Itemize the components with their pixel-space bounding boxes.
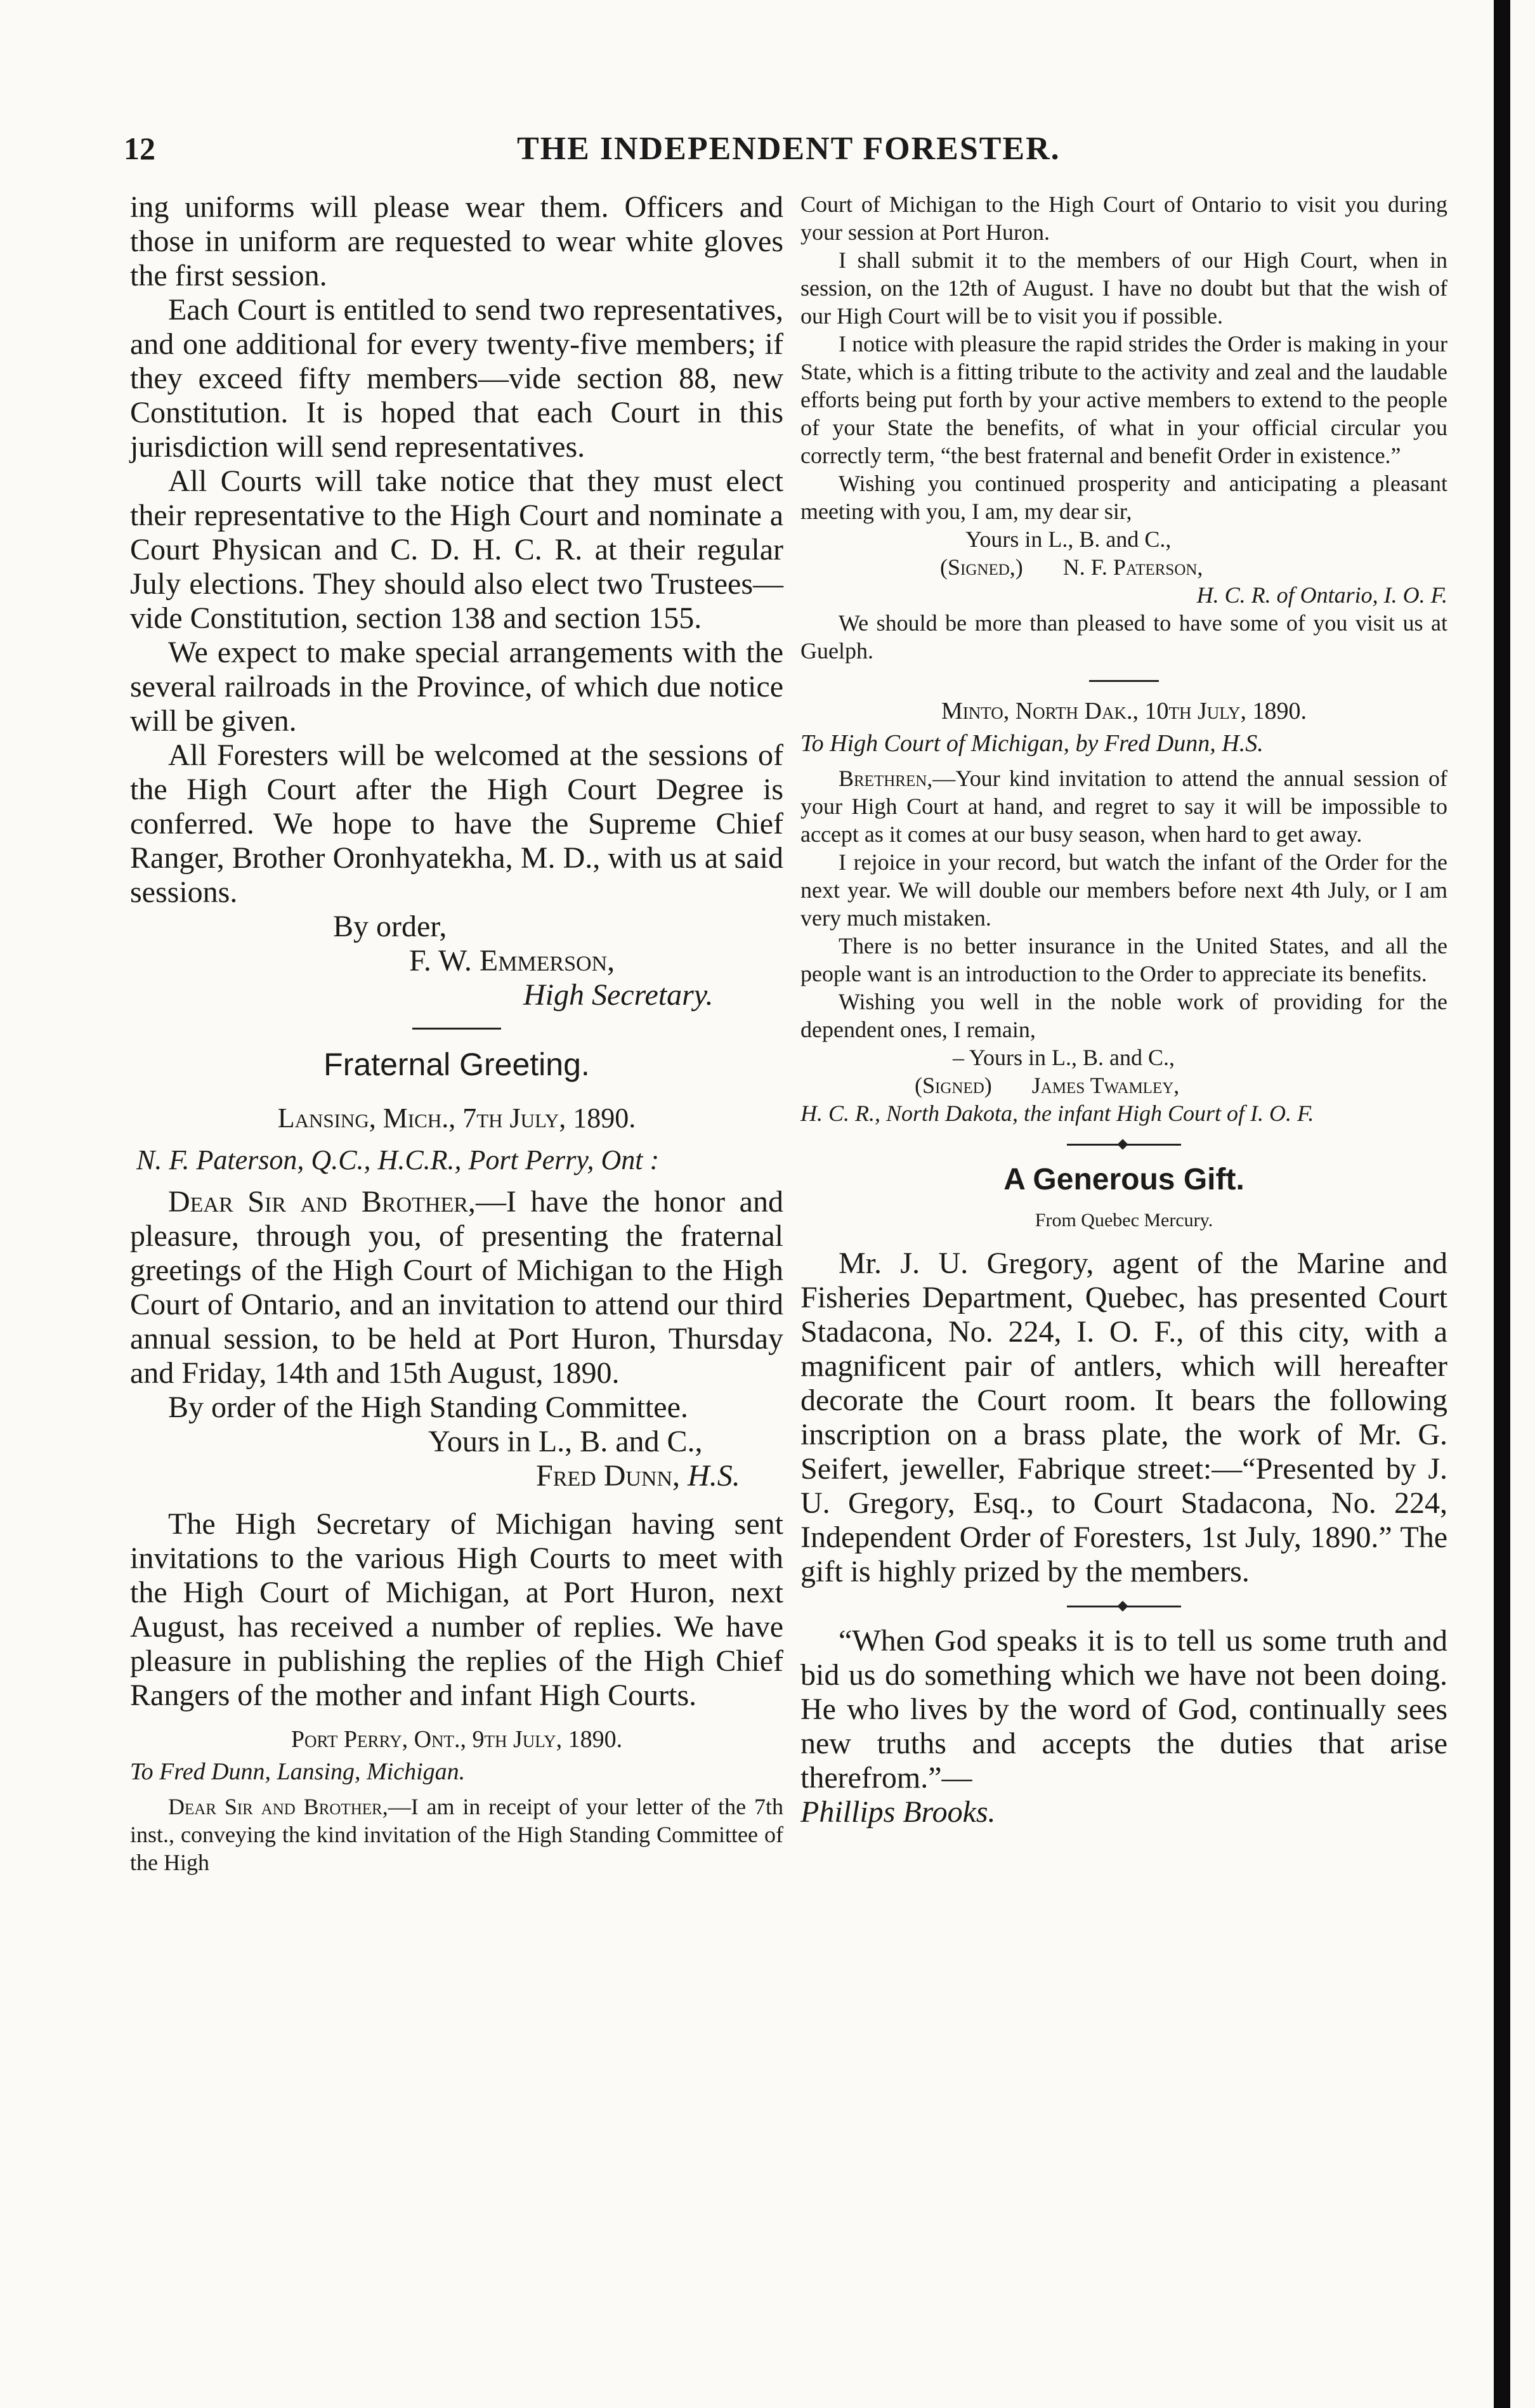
right-column [800,190,1447,1829]
letter-address: To High Court of Michigan, by Fred Dunn, H.S. [800,730,1264,757]
signed-line: (Signed,) N. F. Paterson, [940,554,1203,580]
letter-dateline: Minto, North Dak., 10th July, 1890. [941,698,1307,724]
page-spine-edge [1494,0,1510,2408]
paragraph: Wishing you well in the noble work of providing for the dependent ones, I remain, [800,989,1447,1042]
source-credit: From Quebec Mercury. [1035,1210,1213,1231]
section-heading: Fraternal Greeting. [323,1047,590,1082]
by-order: By order, [333,910,447,943]
page-number: 12 [124,131,155,166]
letter-address: N. F. Paterson, Q.C., H.C.R., Port Perry, Ont : [136,1144,660,1175]
quote-author: Phillips Brooks. [800,1795,996,1829]
paragraph: Mr. J. U. Gregory, agent of the Marine and Fisheries Department, Quebec, has presented Court Stadacona, No. 224, I. O. F., of this city, with a magnificent pair of antlers, which will hereafter decorate the Court room. It bears the following inscription on a brass plate, the work of Mr. G. Seifert, jeweller, Fabrique street:—“Presented by J. U. Gregory, Esq., to Court Stadacona, No. 224, Independent Order of Foresters, 1st July, 1890.” The gift is highly prized by the members. [800,1247,1447,1588]
section-heading: A Generous Gift. [1003,1163,1244,1196]
quotation: “When God speaks it is to tell us some truth and bid us do something which we have not been doing. He who lives by the word of God, continually sees new truths and accepts the duties that arise therefrom.”— [800,1624,1447,1795]
paragraph: All Foresters will be welcomed at the sessions of the High Court after the High Court Degree is conferred. We hope to have the Supreme Chief Ranger, Brother Oronhyatekha, M. D., with us at said sessions. [130,738,783,909]
signer-name: F. W. Emmerson, [409,944,615,978]
paragraph: —Your kind invitation to attend the annual session of your High Court at hand, and regret to say it will be impossible to accept as it comes at our busy season, when hard to get away. [800,766,1447,847]
paragraph: —I have the honor and pleasure, through you, of presenting the fraternal greetings of the High Court of Michigan to the High Court of Ontario, and an invitation to attend our third annual session, to be held at Port Huron, Thursday and Friday, 14th and 15th August, 1890. [130,1185,783,1390]
letter-address: To Fred Dunn, Lansing, Michigan. [130,1758,466,1785]
running-title: THE INDEPENDENT FORESTER. [517,131,1061,167]
letter-closing: Yours in L., B. and C., [428,1425,703,1458]
letter-dateline: Port Perry, Ont., 9th July, 1890. [291,1726,623,1753]
section-divider [1067,1144,1181,1146]
paragraph: By order of the High Standing Committee. [168,1390,688,1424]
letter-dateline: Lansing, Mich., 7th July, 1890. [277,1103,636,1134]
paragraph: ing uniforms will please wear them. Officers and those in uniform are requested to wear white gloves the first session. [130,190,783,292]
signer-title: H. C. R., North Dakota, the infant High Court of I. O. F. [800,1101,1314,1126]
signed-line: (Signed) James Twamley, [915,1073,1180,1098]
paragraph: All Courts will take notice that they must elect their representative to the High Court and nominate a Court Physican and C. D. H. C. R. at their regular July elections. They should also elect two Trustees—vide Constitution, section 138 and section 155. [130,464,783,635]
left-column [130,190,783,1876]
paragraph: Court of Michigan to the High Court of Ontario to visit you during your session at Port Huron. [800,192,1447,245]
paragraph: There is no better insurance in the United States, and all the people want is an introduction to the Order to appreciate its benefits. [800,933,1447,986]
paragraph: We expect to make special arrangements with the several railroads in the Province, of which due notice will be given. [130,636,783,738]
letter-closing: Yours in L., B. and C., [965,527,1172,552]
section-divider [412,1028,501,1030]
page-header [124,130,1132,174]
paragraph: Each Court is entitled to send two representatives, and one additional for every twenty-five members; if they exceed fifty members—vide section 88, new Constitution. It is hoped that each Court in this jurisdiction will send representatives. [130,293,783,464]
signer-title: High Secretary. [523,978,714,1012]
paragraph: The High Secretary of Michigan having sent invitations to the various High Courts to meet with the High Court of Michigan, at Port Huron, next August, has received a number of replies. We have pleasure in publishing the replies of the High Chief Rangers of the mother and infant High Courts. [130,1507,783,1712]
paragraph: I notice with pleasure the rapid strides the Order is making in your State, which is a fitting tribute to the activity and zeal and the laudable efforts being put forth by your active members to extend to the people of your State the benefits, of what in your official circular you correctly term, “the best fraternal and benefit Order in existence.” [800,331,1447,468]
paragraph: We should be more than pleased to have some of you visit us at Guelph. [800,610,1447,664]
section-divider [1067,1606,1181,1607]
salutation: Dear Sir and Brother, [168,1185,476,1219]
section-divider [1089,680,1159,682]
letter-closing: – Yours in L., B. and C., [953,1045,1175,1070]
signer-title: H. C. R. of Ontario, I. O. F. [1196,582,1447,608]
salutation: Dear Sir and Brother, [168,1794,388,1819]
paragraph: I shall submit it to the members of our High Court, when in session, on the 12th of August. I have no doubt but that the wish of our High Court will be to visit you if possible. [800,247,1447,329]
paragraph: I rejoice in your record, but watch the infant of the Order for the next year. We will double our members before next 4th July, or I am very much mistaken. [800,849,1447,931]
signer-title: H.S. [688,1459,740,1493]
paragraph: Wishing you continued prosperity and anticipating a pleasant meeting with you, I am, my dear sir, [800,471,1447,524]
signer-name: Fred Dunn, [536,1459,681,1493]
paragraph: —I am in receipt of your letter of the 7th inst., conveying the kind invitation of the High Standing Committee of the High [130,1794,783,1875]
salutation: Brethren, [839,766,933,791]
